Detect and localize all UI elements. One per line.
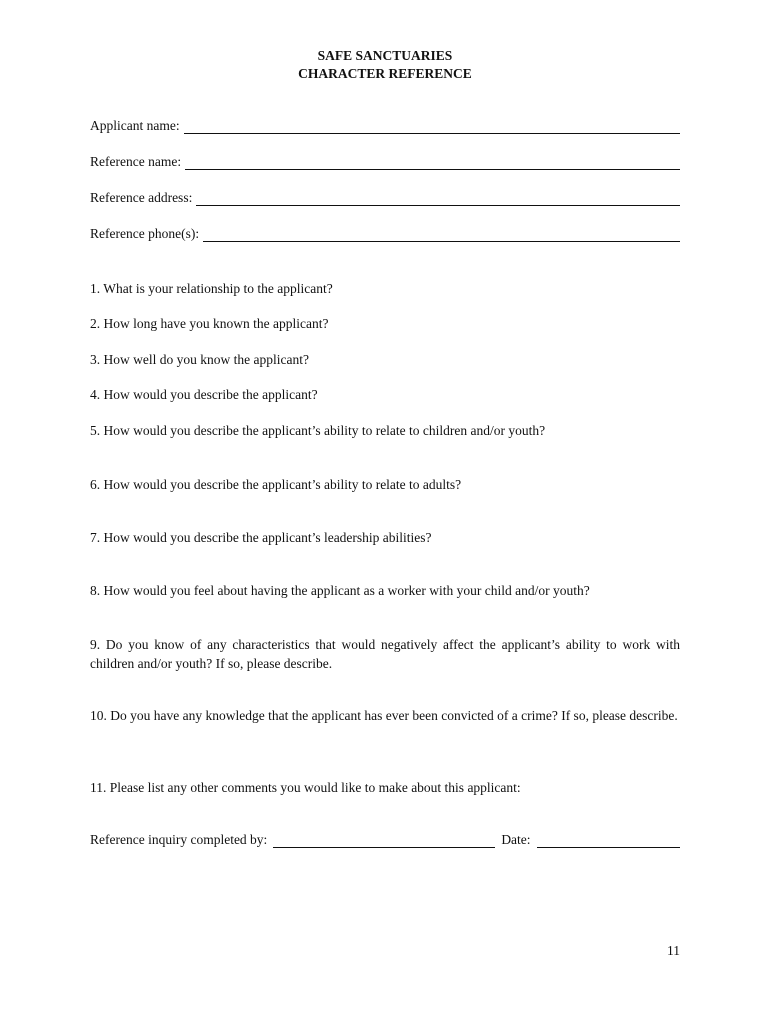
question-11: 11. Please list any other comments you would like to make about this applicant: bbox=[90, 780, 521, 795]
question-2: 2. How long have you known the applicant? bbox=[90, 316, 329, 331]
question-9: 9. Do you know of any characteristics that would negatively affect the applicant’s ability to work with children and/or youth? If so, please describe. bbox=[90, 637, 680, 671]
reference-name-line[interactable] bbox=[185, 155, 680, 170]
reference-phones-label: Reference phone(s): bbox=[90, 226, 200, 241]
page-number: 11 bbox=[667, 943, 680, 958]
reference-phones-field[interactable] bbox=[90, 226, 680, 242]
question-5: 5. How would you describe the applicant’s ability to relate to children and/or youth? bbox=[90, 423, 546, 438]
reference-name-field[interactable] bbox=[90, 154, 680, 170]
date-label: Date: bbox=[501, 832, 531, 847]
applicant-name-label: Applicant name: bbox=[90, 118, 180, 133]
reference-name-label: Reference name: bbox=[90, 154, 182, 169]
completion-row bbox=[90, 832, 680, 848]
applicant-name-line[interactable] bbox=[184, 119, 680, 134]
reference-address-field[interactable] bbox=[90, 190, 680, 206]
question-4: 4. How would you describe the applicant? bbox=[90, 387, 318, 402]
question-3: 3. How well do you know the applicant? bbox=[90, 352, 309, 367]
completed-by-label: Reference inquiry completed by: bbox=[90, 832, 268, 847]
document-title: SAFE SANCTUARIES bbox=[317, 48, 453, 63]
document-subtitle: CHARACTER REFERENCE bbox=[298, 66, 472, 81]
question-1: 1. What is your relationship to the applicant? bbox=[90, 281, 333, 296]
reference-address-line[interactable] bbox=[196, 191, 680, 206]
question-8: 8. How would you feel about having the applicant as a worker with your child and/or youth? bbox=[90, 583, 590, 598]
date-line[interactable] bbox=[537, 833, 680, 848]
question-6: 6. How would you describe the applicant’s ability to relate to adults? bbox=[90, 477, 462, 492]
question-10: 10. Do you have any knowledge that the applicant has ever been convicted of a crime? If so, please describe. bbox=[90, 708, 678, 723]
question-7: 7. How would you describe the applicant’s leadership abilities? bbox=[90, 530, 432, 545]
reference-phones-line[interactable] bbox=[203, 227, 680, 242]
applicant-name-field[interactable] bbox=[90, 118, 680, 134]
completed-by-line[interactable] bbox=[273, 833, 495, 848]
reference-address-label: Reference address: bbox=[90, 190, 193, 205]
